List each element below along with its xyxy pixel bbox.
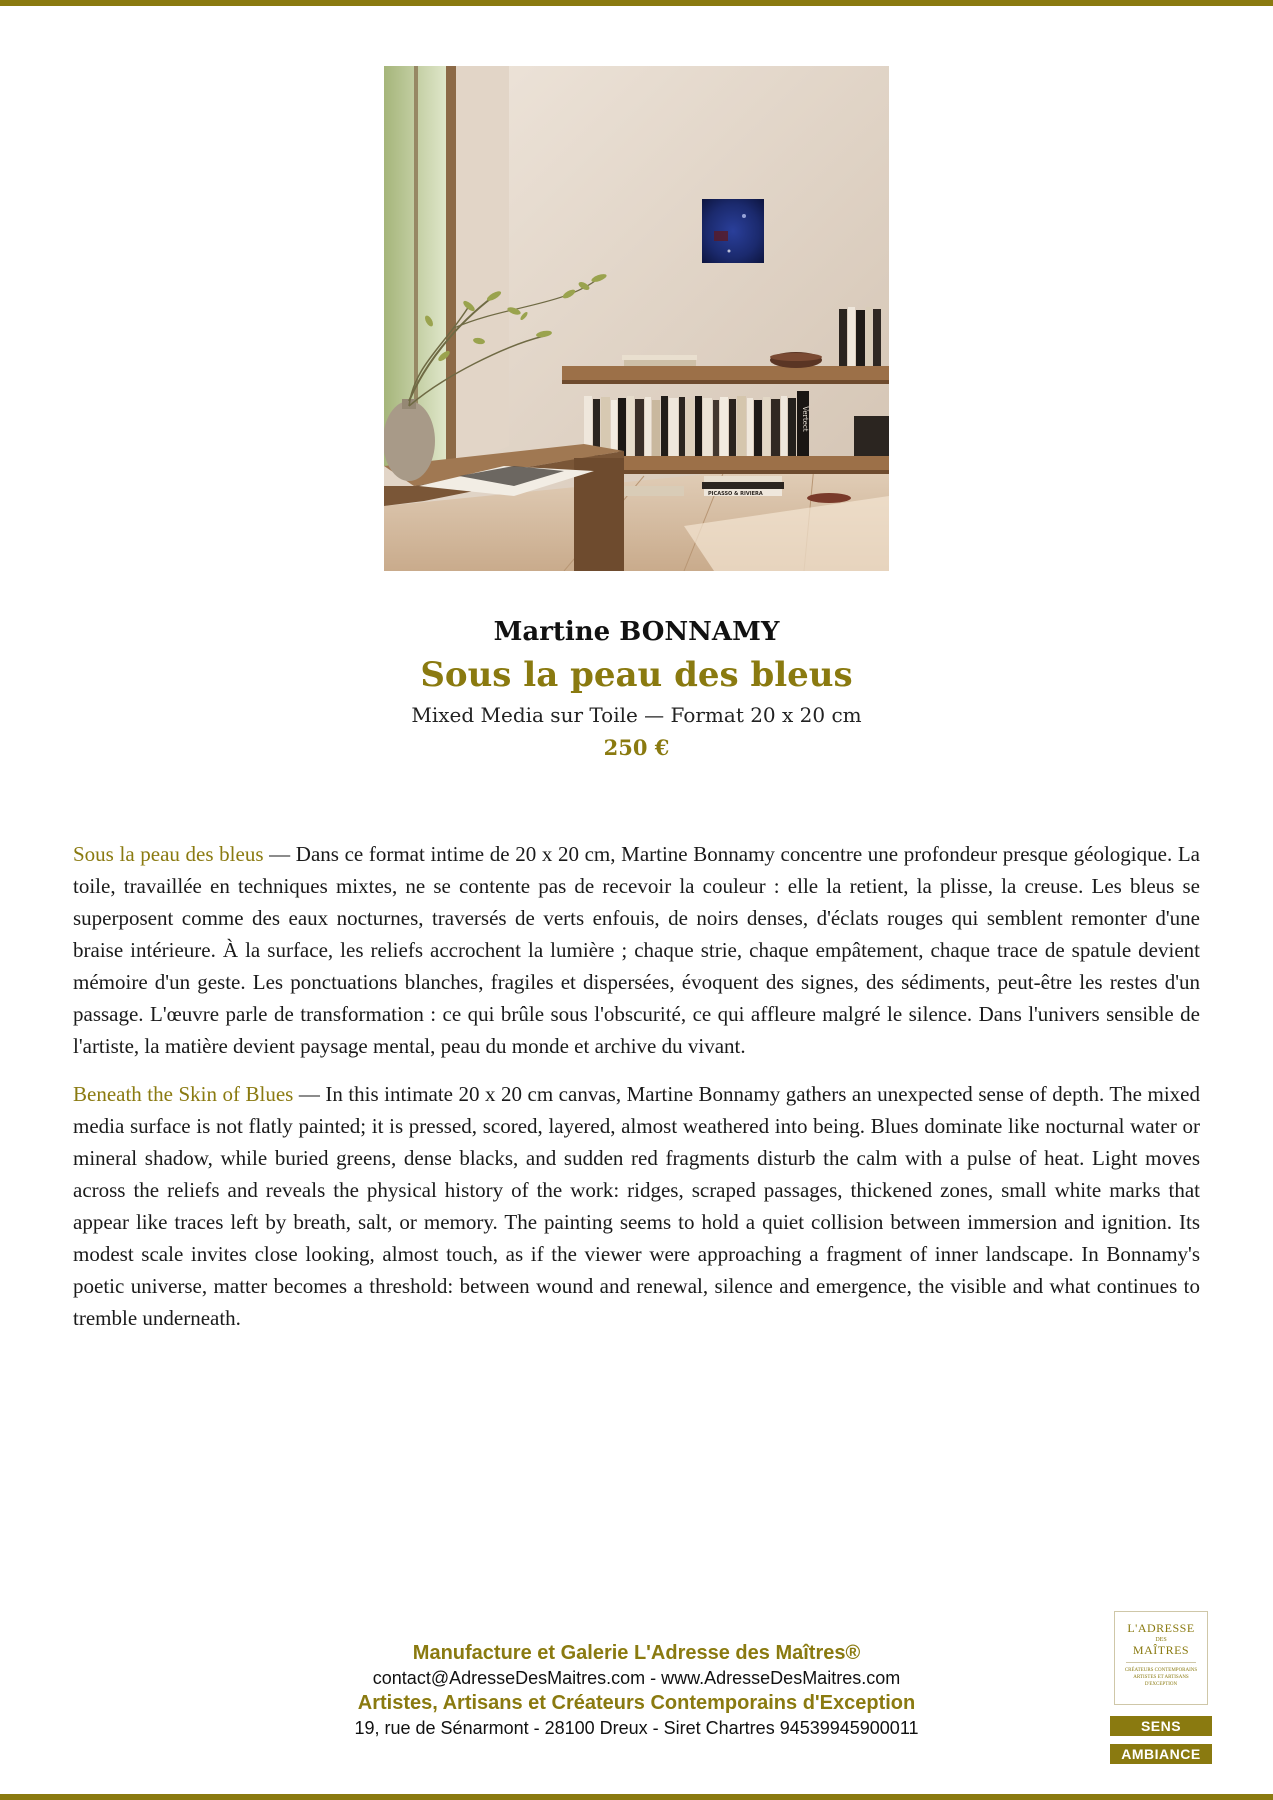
- book-stack-text: PICASSO & RIVIERA: [708, 491, 763, 497]
- artwork-price: 250 €: [603, 735, 670, 760]
- logo-divider: [1126, 1662, 1196, 1663]
- gallery-footer: [0, 1640, 1273, 1740]
- artwork-title: Sous la peau des bleus: [420, 655, 853, 695]
- description-english-lead: Beneath the Skin of Blues: [73, 1082, 294, 1106]
- description-english: [73, 1078, 1200, 1334]
- artist-name: Martine BONNAMY: [493, 617, 780, 647]
- bottom-accent-bar: [0, 1794, 1273, 1800]
- book-spine-text-1: Vertect: [801, 406, 809, 432]
- ambiance-badge: AMBIANCE: [1110, 1744, 1212, 1764]
- artwork-header: [0, 612, 1273, 764]
- artwork-medium-format: Mixed Media sur Toile — Format 20 x 20 cm: [411, 703, 862, 727]
- description-french-lead: Sous la peau des bleus: [73, 842, 264, 866]
- gallery-logo: [1114, 1611, 1208, 1705]
- artwork-description: [73, 838, 1200, 1350]
- gallery-address: 19, rue de Sénarmont - 28100 Dreux - Siret Chartres 94539945900011: [354, 1718, 919, 1738]
- description-french-text: — Dans ce format intime de 20 x 20 cm, Martine Bonnamy concentre une profondeur presque géologique. La toile, travaillée en techniques mixtes, ne se contente pas de recevoir la couleur : elle la retient, la plisse, la creuse. Les bleus se superposent comme des eaux nocturnes, traversés de verts enfouis, de noirs denses, d'éclats rouges qui semblent remonter d'une braise intérieure. À la surface, les reliefs accrochent la lumière ; chaque strie, chaque empâtement, chaque trace de spatule devient mémoire d'un geste. Les ponctuations blanches, fragiles et dispersées, évoquent des signes, des sédiments, peut-être les restes d'un passage. L'œuvre parle de transformation : ce qui brûle sous l'obscurité, ce qui affleure malgré le silence. Dans l'univers sensible de l'artiste, la matière devient paysage mental, peau du monde et archive du vivant.: [73, 842, 1200, 1058]
- artwork-room-photo: [384, 66, 889, 571]
- gallery-contact: contact@AdresseDesMaitres.com - www.AdresseDesMaitres.com: [372, 1668, 901, 1688]
- description-french: [73, 838, 1200, 1062]
- gallery-name: Manufacture et Galerie L'Adresse des Maîtres®: [412, 1642, 861, 1664]
- sens-badge: SENS: [1110, 1716, 1212, 1736]
- top-accent-bar: [0, 0, 1273, 6]
- gallery-tagline: Artistes, Artisans et Créateurs Contemporains d'Exception: [357, 1692, 916, 1714]
- logo-line-1: L'ADRESSE: [1127, 1621, 1195, 1635]
- logo-line-4: CRÉATEURS CONTEMPORAINS ARTISTES ET ARTISANS D'EXCEPTION: [1124, 1668, 1198, 1687]
- logo-line-3: MAÎTRES: [1132, 1643, 1190, 1657]
- description-english-text: — In this intimate 20 x 20 cm canvas, Martine Bonnamy gathers an unexpected sense of depth. The mixed media surface is not flatly painted; it is pressed, scored, layered, almost weathered into being. Blues dominate like nocturnal water or mineral shadow, while buried greens, dense blacks, and sudden red fragments disturb the calm with a pulse of heat. Light moves across the reliefs and reveals the physical history of the work: ridges, scraped passages, thickened zones, small white marks that appear like traces left by breath, salt, or memory. The painting seems to hold a quiet collision between immersion and ignition. Its modest scale invites close looking, almost touch, as if the viewer were approaching a fragment of inner landscape. In Bonnamy's poetic universe, matter becomes a threshold: between wound and renewal, silence and emergence, the visible and what continues to tremble underneath.: [73, 1082, 1200, 1330]
- logo-line-2: DES: [1155, 1637, 1167, 1643]
